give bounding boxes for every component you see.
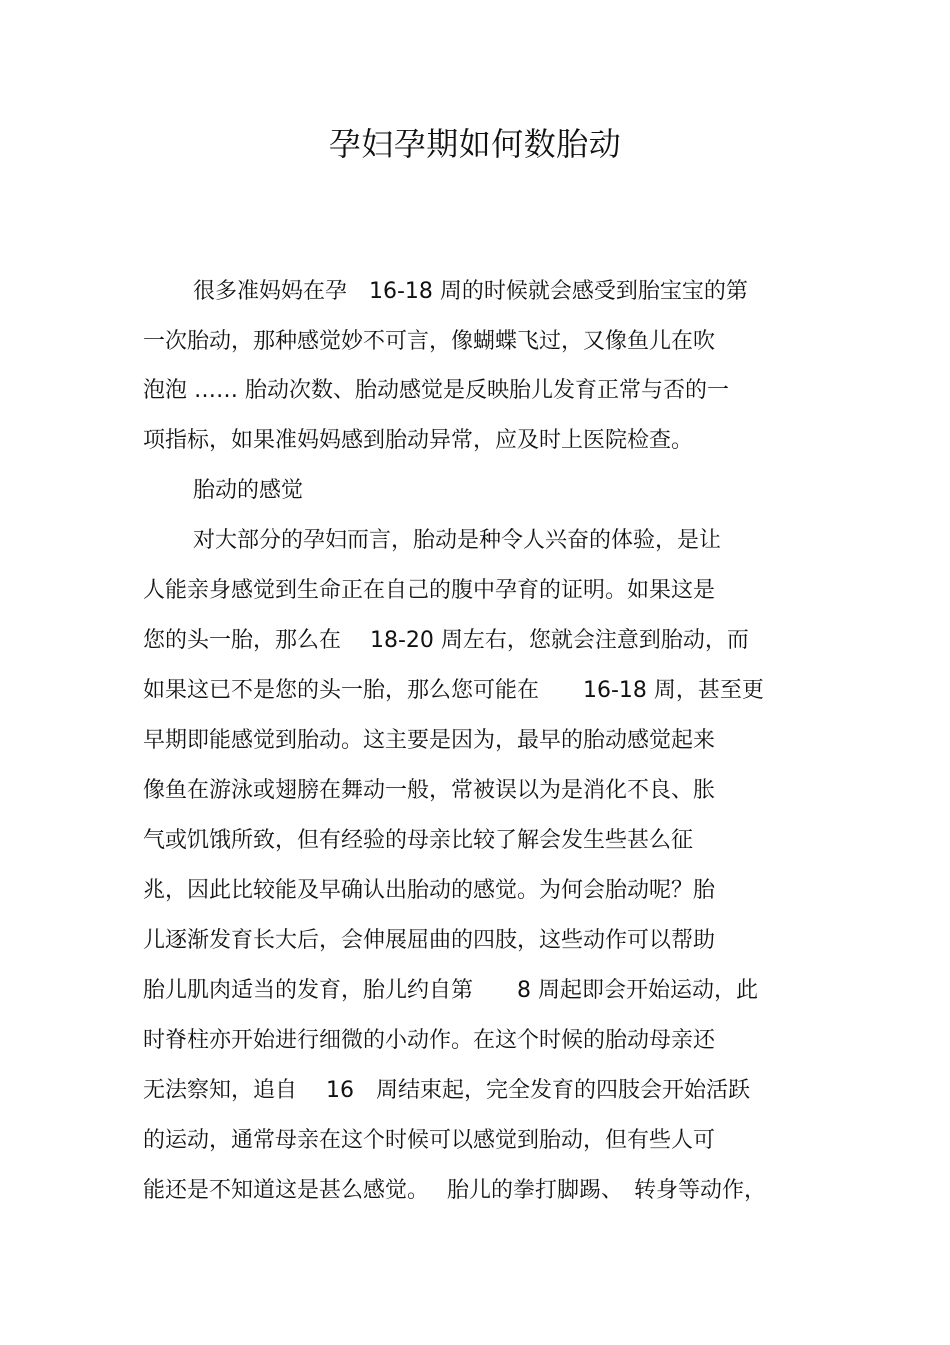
paragraph-line: 像鱼在游泳或翅膀在舞动一般，常被误以为是消化不良、胀 xyxy=(143,778,716,803)
paragraph-line: 气或饥饿所致，但有经验的母亲比较了解会发生些甚么征 xyxy=(143,828,694,853)
paragraph-line: 对大部分的孕妇而言，胎动是种令人兴奋的体验，是让 xyxy=(193,528,722,553)
paragraph-line: 如果这已不是您的头一胎，那么您可能在 16-18 周，甚至更 xyxy=(143,678,764,703)
paragraph-line: 无法察知，追自 16 周结束起，完全发育的四肢会开始活跃 xyxy=(143,1078,750,1103)
paragraph-line: 项指标，如果准妈妈感到胎动异常，应及时上医院检查。 xyxy=(143,428,694,453)
paragraph-line: 胎儿肌肉适当的发育，胎儿约自第 8 周起即会开始运动，此 xyxy=(143,978,758,1003)
paragraph-line: 的运动，通常母亲在这个时候可以感觉到胎动，但有些人可 xyxy=(143,1128,716,1153)
paragraph-line: 泡泡 …… 胎动次数、胎动感觉是反映胎儿发育正常与否的一 xyxy=(143,378,729,403)
paragraph-line: 时脊柱亦开始进行细微的小动作。在这个时候的胎动母亲还 xyxy=(143,1028,716,1053)
paragraph-line: 兆，因此比较能及早确认出胎动的感觉。为何会胎动呢？胎 xyxy=(143,878,716,903)
paragraph-line: 一次胎动，那种感觉妙不可言，像蝴蝶飞过，又像鱼儿在吹 xyxy=(143,329,716,354)
paragraph-line: 人能亲身感觉到生命正在自己的腹中孕育的证明。如果这是 xyxy=(143,578,716,603)
paragraph-line: 早期即能感觉到胎动。这主要是因为，最早的胎动感觉起来 xyxy=(143,728,716,753)
section-heading: 胎动的感觉 xyxy=(193,478,304,503)
paragraph-line: 很多准妈妈在孕 16-18 周的时候就会感受到胎宝宝的第 xyxy=(193,279,748,304)
paragraph-line: 能还是不知道这是甚么感觉。 胎儿的拳打脚踢、 转身等动作， xyxy=(143,1178,766,1203)
paragraph-line: 您的头一胎，那么在 18-20 周左右，您就会注意到胎动，而 xyxy=(143,628,749,653)
paragraph-line: 儿逐渐发育长大后，会伸展屈曲的四肢，这些动作可以帮助 xyxy=(143,928,716,953)
page-title: 孕妇孕期如何数胎动 xyxy=(328,125,622,163)
